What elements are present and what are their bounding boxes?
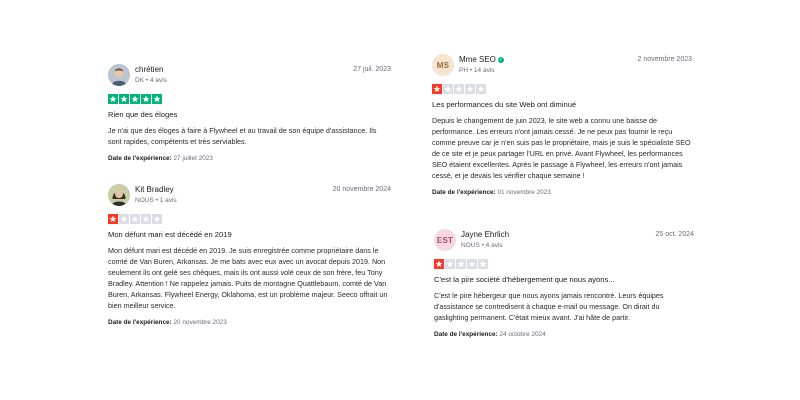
star-rating bbox=[434, 259, 694, 269]
review-card bbox=[432, 54, 692, 196]
reviewer-meta: DK • 4 avis bbox=[135, 77, 167, 84]
experience-label: Date de l'expérience: bbox=[434, 331, 498, 338]
review-title[interactable]: C'est la pire société d'hébergement que nous ayons... bbox=[434, 275, 615, 284]
reviewer-meta: NOUS • 4 avis bbox=[461, 242, 503, 249]
star-filled-icon bbox=[141, 94, 151, 104]
star-empty-icon bbox=[130, 214, 140, 224]
review-title[interactable]: Les performances du site Web ont diminué bbox=[432, 100, 577, 109]
review-card bbox=[108, 184, 391, 326]
review-date: 25 oct. 2024 bbox=[655, 231, 694, 238]
star-empty-icon bbox=[456, 259, 466, 269]
reviewer-name[interactable]: Kit Bradley bbox=[135, 185, 174, 194]
experience-label: Date de l'expérience: bbox=[108, 155, 172, 162]
star-filled-icon bbox=[108, 214, 118, 224]
review-card bbox=[108, 64, 391, 162]
reviewer-name[interactable] bbox=[459, 55, 504, 64]
review-date: 2 novembre 2023 bbox=[637, 56, 692, 63]
avatar[interactable] bbox=[108, 184, 130, 206]
star-empty-icon bbox=[478, 259, 488, 269]
reviewer-name[interactable]: chrétien bbox=[135, 65, 164, 74]
experience-label: Date de l'expérience: bbox=[432, 189, 496, 196]
verified-check-icon: ✓ bbox=[498, 57, 503, 63]
star-empty-icon bbox=[141, 214, 151, 224]
reviewer-meta: NOUS • 1 avis bbox=[135, 197, 177, 204]
review-date: 20 novembre 2024 bbox=[332, 186, 391, 193]
avatar-initials: MS bbox=[436, 60, 450, 70]
star-empty-icon bbox=[119, 214, 129, 224]
star-filled-icon bbox=[434, 259, 444, 269]
review-body: Je n'ai que des éloges à faire à Flywheel et au travail de son équipe d'assistance. Ils sont rapides, compétents et très serviables. bbox=[108, 126, 377, 146]
experience-label: Date de l'expérience: bbox=[108, 319, 172, 326]
star-empty-icon bbox=[445, 259, 455, 269]
star-filled-icon bbox=[432, 84, 442, 94]
avatar[interactable] bbox=[434, 229, 456, 251]
experience-date bbox=[108, 155, 391, 162]
review-body: Depuis le changement de juin 2023, le site web a connu une baisse de performance. Les erreurs n'ont jamais cessé. Je ne peux pas fournir le reçu comme preuve car je n'en suis pas le propriétaire, mais je suis le spécialiste SEO de ce site et je peux partager l'URL en privé. Avant Flywheel, les performances SEO étaient excellentes. Après le passage à Flywheel, les erreurs n'ont jamais cessé, et je devais les vérifier chaque semaine ! bbox=[432, 116, 691, 180]
experience-date-value: 20 novembre 2023 bbox=[173, 319, 227, 326]
star-filled-icon bbox=[108, 94, 118, 104]
experience-date-value: 01 novembre 2023 bbox=[497, 189, 551, 196]
experience-date-value: 27 juillet 2023 bbox=[173, 155, 213, 162]
star-empty-icon bbox=[443, 84, 453, 94]
star-empty-icon bbox=[152, 214, 162, 224]
review-body: Mon défunt mari est décédé en 2019. Je suis enregistrée comme propriétaire dans le comté de Van Buren, Arkansas. Je me bats avec eux avec un avocat depuis 2019. Non seulement ils ont gelé ses chèques, mais ils ont aussi volé ceux de son frère, feu Tony Bradley. Attention ! Ne rappelez jamais. Puits de montagne Quattlebaum, comté de Van Buren, Arkansas. Flywheel Energy, Oklahoma, est un problème majeur. Seeco offrait un bien meilleur service. bbox=[108, 246, 388, 310]
review-body: C'est le pire hébergeur que nous ayons jamais rencontré. Leurs équipes d'assistance se contredisent à chaque e-mail ou message. On dirait du gaslighting permanent. C'était mieux avant. J'ai hâte de partir. bbox=[434, 291, 664, 322]
star-empty-icon bbox=[465, 84, 475, 94]
reviewer-name-text: Mme SEO bbox=[459, 55, 496, 64]
review-title[interactable]: Mon défunt mari est décédé en 2019 bbox=[108, 230, 232, 239]
star-filled-icon bbox=[130, 94, 140, 104]
star-rating bbox=[108, 94, 391, 104]
star-empty-icon bbox=[476, 84, 486, 94]
review-date: 27 juil. 2023 bbox=[353, 66, 391, 73]
experience-date-value: 24 octobre 2024 bbox=[499, 331, 546, 338]
experience-date bbox=[434, 331, 694, 338]
experience-date bbox=[108, 319, 391, 326]
avatar[interactable] bbox=[108, 64, 130, 86]
avatar[interactable] bbox=[432, 54, 454, 76]
star-rating bbox=[432, 84, 692, 94]
reviewer-name[interactable]: Jayne Ehrlich bbox=[461, 230, 510, 239]
review-title[interactable]: Rien que des éloges bbox=[108, 110, 178, 119]
experience-date bbox=[432, 189, 692, 196]
star-rating bbox=[108, 214, 391, 224]
review-card bbox=[434, 229, 694, 338]
star-filled-icon bbox=[152, 94, 162, 104]
reviewer-meta: PH • 14 avis bbox=[459, 67, 495, 74]
star-empty-icon bbox=[454, 84, 464, 94]
star-filled-icon bbox=[119, 94, 129, 104]
star-empty-icon bbox=[467, 259, 477, 269]
avatar-initials: EST bbox=[436, 235, 454, 245]
